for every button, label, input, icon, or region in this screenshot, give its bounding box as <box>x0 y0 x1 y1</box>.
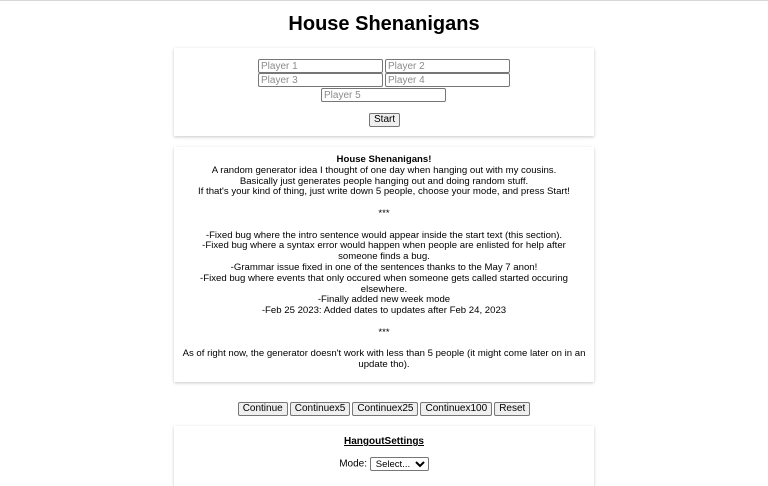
hangout-settings-panel <box>174 426 594 486</box>
player-1-input[interactable] <box>258 59 383 73</box>
start-button[interactable]: Start <box>369 113 400 127</box>
reset-button[interactable]: Reset <box>494 402 530 416</box>
continue-x100-button[interactable]: Continuex100 <box>420 402 492 416</box>
control-bar <box>0 402 768 416</box>
info-heading: House Shenanigans! <box>336 154 432 165</box>
mode-label: Mode: <box>339 458 367 470</box>
mode-select[interactable] <box>370 457 429 471</box>
mode-row <box>174 457 594 471</box>
update-item: -Fixed bug where a syntax error would happen when people are enlisted for help after someone finds a bug. <box>202 240 566 263</box>
settings-title: HangoutSettings <box>344 436 424 447</box>
info-intro-line: A random generator idea I thought of one day when hanging out with my cousins. <box>211 164 557 176</box>
separator: *** <box>378 207 390 219</box>
info-intro-line: If that's your kind of thing, just write down 5 people, choose your mode, and press Start! <box>198 186 570 198</box>
player-4-input[interactable] <box>385 73 510 87</box>
update-item: -Finally added new week mode <box>317 294 451 306</box>
info-panel <box>174 147 594 382</box>
update-item: -Fixed bug where the intro sentence would appear inside the start text (this section). <box>205 229 563 241</box>
info-intro-line: Basically just generates people hanging out and doing random stuff. <box>239 175 529 187</box>
continue-x5-button[interactable]: Continuex5 <box>290 402 351 416</box>
info-note: As of right now, the generator doesn't work with less than 5 people (it might come later on in an update tho). <box>182 348 586 371</box>
update-item: -Grammar issue fixed in one of the sentences thanks to the May 7 anon! <box>230 261 538 273</box>
player-3-input[interactable] <box>258 73 383 87</box>
player-5-input[interactable] <box>321 88 446 102</box>
update-item: -Fixed bug where events that only occured when someone gets called started occuring elsewhere. <box>200 272 568 295</box>
update-item: -Feb 25 2023: Added dates to updates after Feb 24, 2023 <box>261 305 507 317</box>
continue-x25-button[interactable]: Continuex25 <box>352 402 418 416</box>
player-input-panel <box>174 48 594 136</box>
separator: *** <box>378 326 390 338</box>
page-title: House Shenanigans <box>288 13 480 35</box>
continue-button[interactable]: Continue <box>238 402 288 416</box>
player-2-input[interactable] <box>385 59 510 73</box>
